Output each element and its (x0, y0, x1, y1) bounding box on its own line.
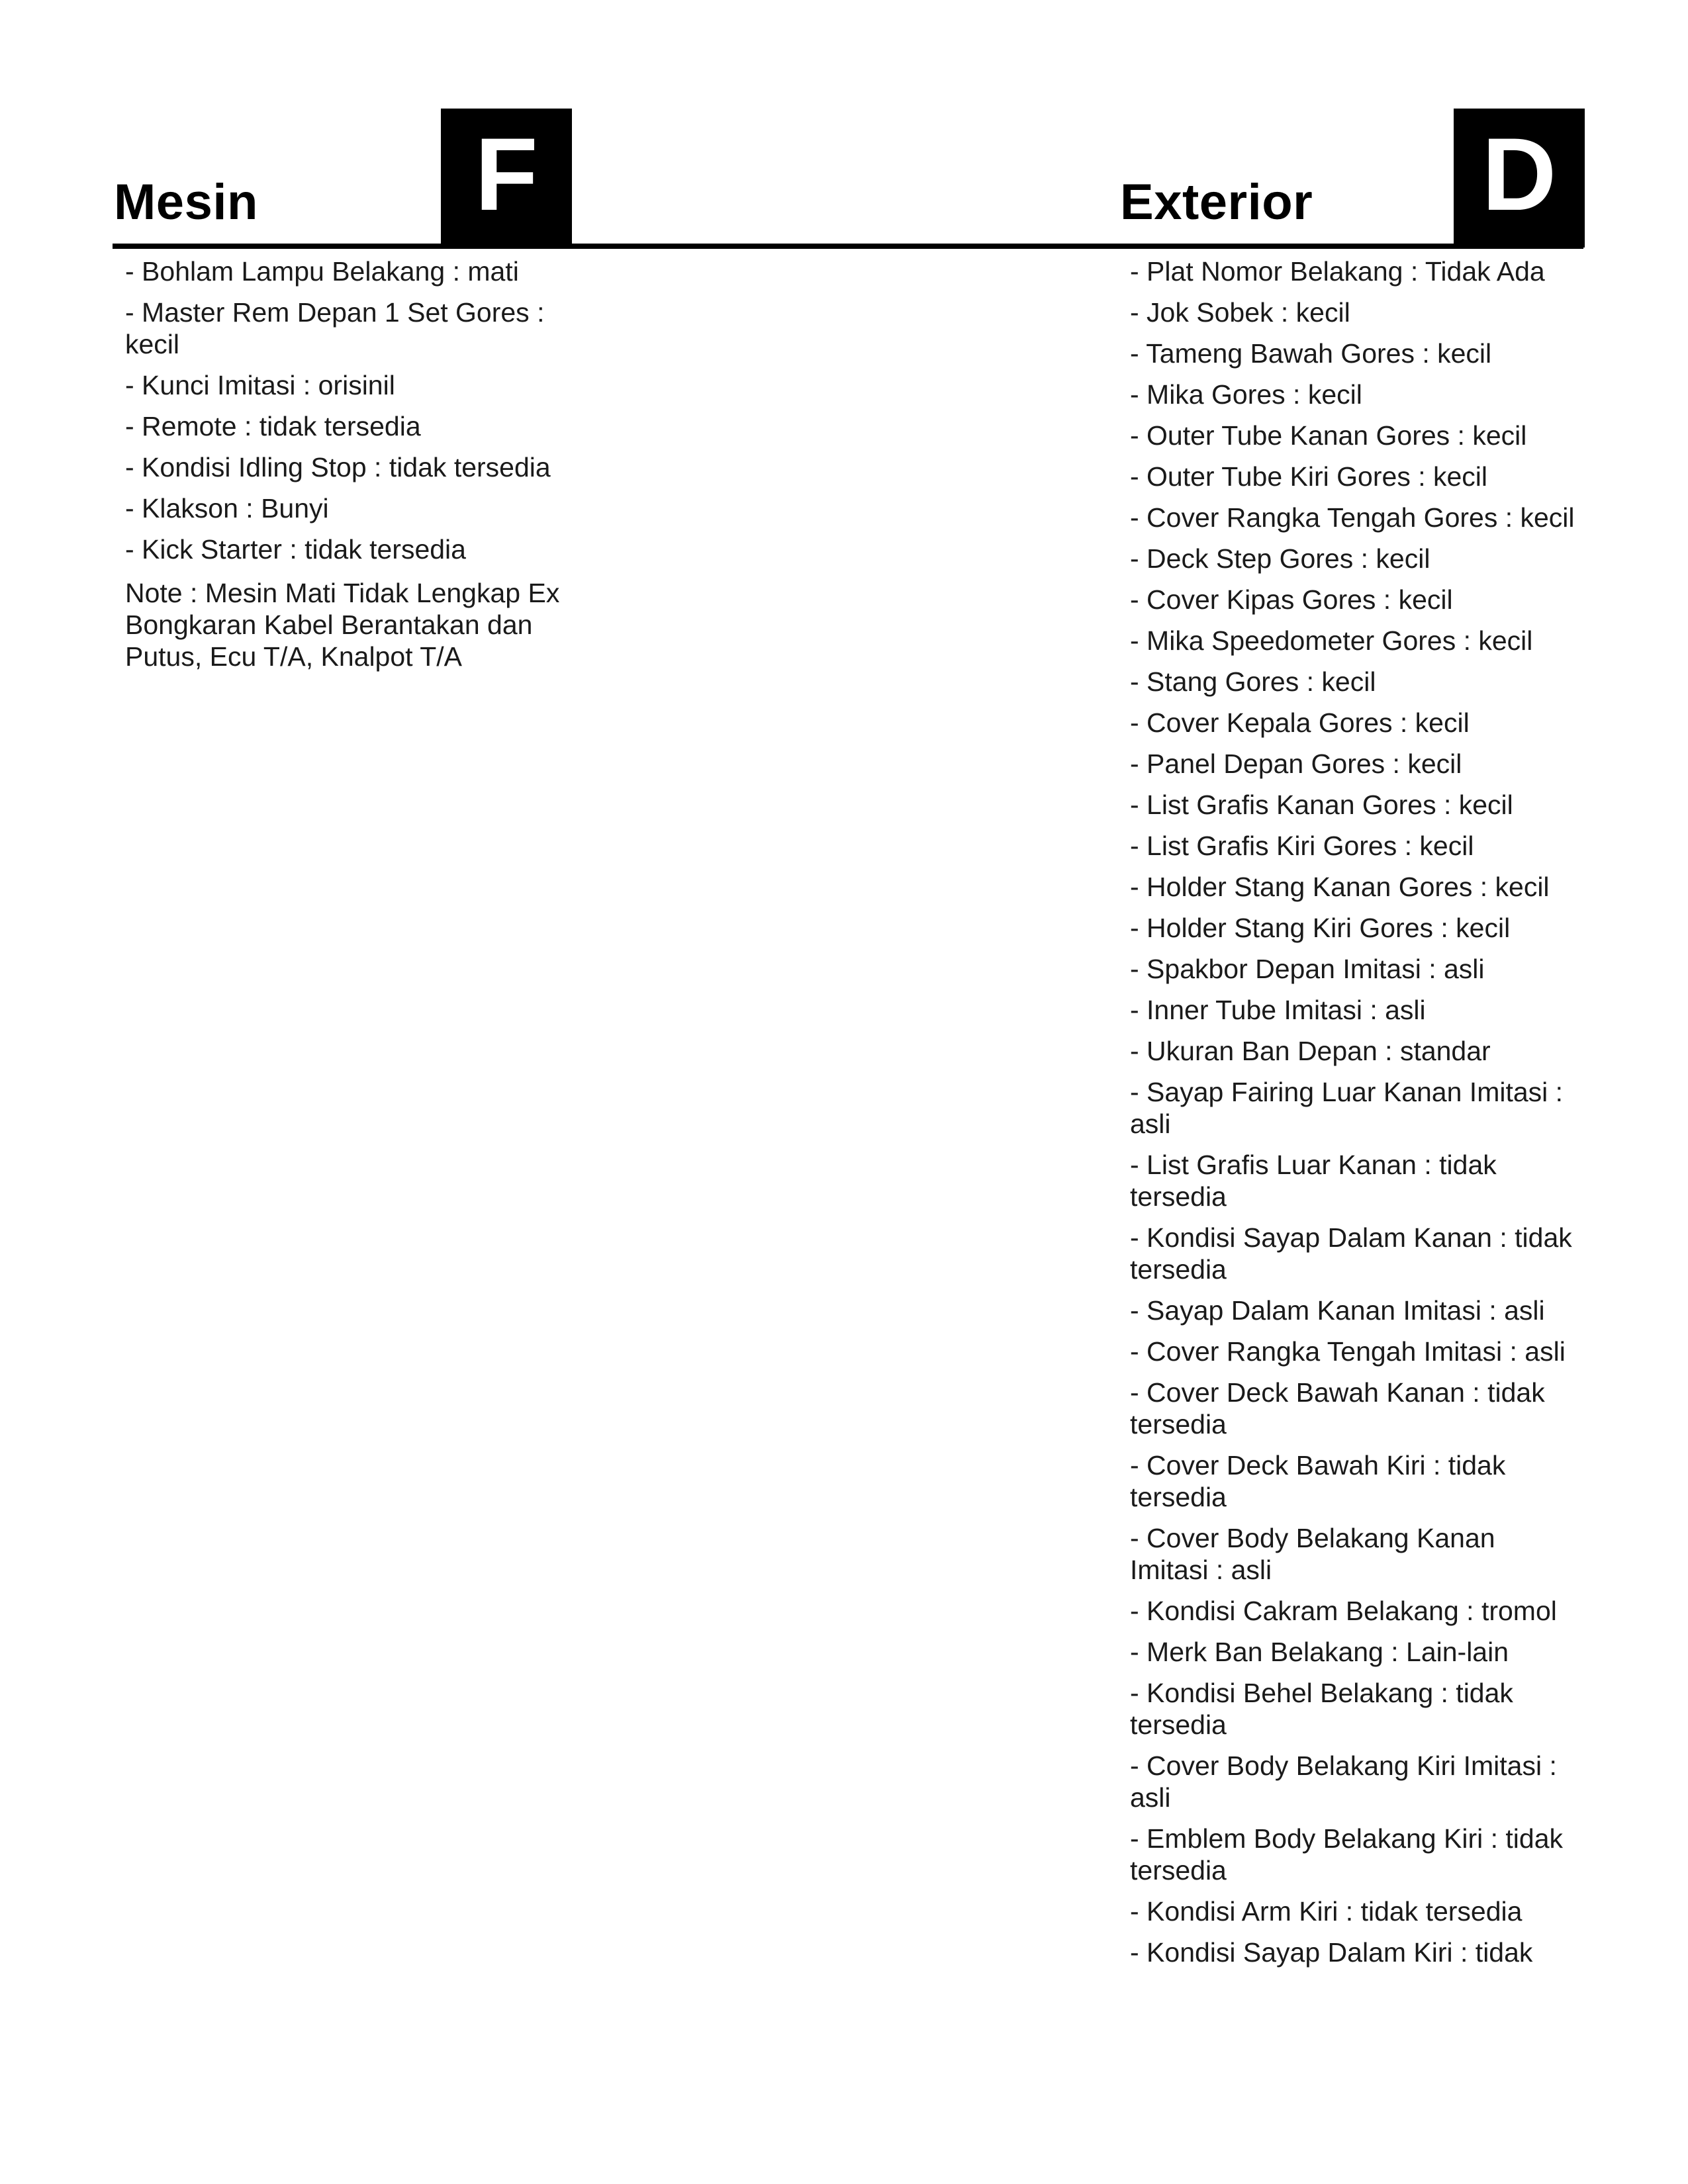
list-item: - Emblem Body Belakang Kiri : tidak tersedia (1130, 1823, 1563, 1886)
list-item: - Cover Rangka Tengah Gores : kecil (1130, 502, 1575, 533)
list-item: - Merk Ban Belakang : Lain-lain (1130, 1637, 1509, 1667)
list-item: - Outer Tube Kiri Gores : kecil (1130, 461, 1488, 492)
list-item: - Cover Deck Bawah Kanan : tidak tersedia (1130, 1377, 1545, 1439)
list-item: - Tameng Bawah Gores : kecil (1130, 338, 1492, 369)
exterior-item-list (1130, 255, 1580, 1978)
list-item: - Sayap Dalam Kanan Imitasi : asli (1130, 1295, 1545, 1326)
section-title-mesin: Mesin (114, 174, 258, 230)
list-item: - Kondisi Behel Belakang : tidak tersedia (1130, 1678, 1513, 1740)
list-item: - List Grafis Kiri Gores : kecil (1130, 831, 1474, 861)
list-item: - Kondisi Arm Kiri : tidak tersedia (1130, 1896, 1523, 1927)
list-item: - Panel Depan Gores : kecil (1130, 749, 1462, 779)
list-item: - Kick Starter : tidak tersedia (125, 534, 466, 565)
list-item: - Stang Gores : kecil (1130, 666, 1376, 697)
list-item: - Inner Tube Imitasi : asli (1130, 995, 1426, 1025)
list-item: - List Grafis Luar Kanan : tidak tersedia (1130, 1150, 1497, 1212)
list-item: - Jok Sobek : kecil (1130, 297, 1350, 328)
list-item: - Deck Step Gores : kecil (1130, 543, 1430, 574)
mesin-note: Note : Mesin Mati Tidak Lengkap Ex Bongkaran Kabel Berantakan dan Putus, Ecu T/A, Knalpot T/A (125, 578, 560, 672)
list-item: - Kondisi Cakram Belakang : tromol (1130, 1596, 1557, 1626)
list-item: - Mika Gores : kecil (1130, 379, 1362, 410)
list-item: - Mika Speedometer Gores : kecil (1130, 625, 1533, 656)
list-item: - Cover Kipas Gores : kecil (1130, 584, 1453, 615)
list-item: - Cover Rangka Tengah Imitasi : asli (1130, 1336, 1566, 1367)
list-item: - Cover Body Belakang Kiri Imitasi : asli (1130, 1751, 1557, 1813)
list-item: - Sayap Fairing Luar Kanan Imitasi : asli (1130, 1077, 1564, 1139)
list-item: - Outer Tube Kanan Gores : kecil (1130, 420, 1527, 451)
grade-badge-mesin: F (441, 109, 572, 248)
list-item: - Holder Stang Kanan Gores : kecil (1130, 872, 1550, 902)
section-title-exterior: Exterior (1120, 174, 1313, 230)
list-item: - Kondisi Sayap Dalam Kanan : tidak tersedia (1130, 1222, 1572, 1285)
header-divider (113, 244, 1583, 249)
grade-badge-exterior: D (1454, 109, 1585, 248)
list-item: - List Grafis Kanan Gores : kecil (1130, 790, 1513, 820)
list-item: - Ukuran Ban Depan : standar (1130, 1036, 1491, 1066)
list-item: - Spakbor Depan Imitasi : asli (1130, 954, 1485, 984)
list-item: - Kondisi Sayap Dalam Kiri : tidak (1130, 1937, 1533, 1968)
mesin-item-list (125, 255, 562, 672)
list-item: - Kondisi Idling Stop : tidak tersedia (125, 452, 551, 482)
list-item: - Cover Deck Bawah Kiri : tidak tersedia (1130, 1450, 1506, 1512)
list-item: - Kunci Imitasi : orisinil (125, 370, 395, 400)
list-item: - Plat Nomor Belakang : Tidak Ada (1130, 256, 1545, 287)
list-item: - Cover Body Belakang Kanan Imitasi : asli (1130, 1523, 1495, 1585)
list-item: - Klakson : Bunyi (125, 493, 329, 523)
list-item: - Master Rem Depan 1 Set Gores : kecil (125, 297, 545, 359)
list-item: - Bohlam Lampu Belakang : mati (125, 256, 519, 287)
list-item: - Cover Kepala Gores : kecil (1130, 707, 1470, 738)
list-item: - Remote : tidak tersedia (125, 411, 421, 441)
list-item: - Holder Stang Kiri Gores : kecil (1130, 913, 1511, 943)
